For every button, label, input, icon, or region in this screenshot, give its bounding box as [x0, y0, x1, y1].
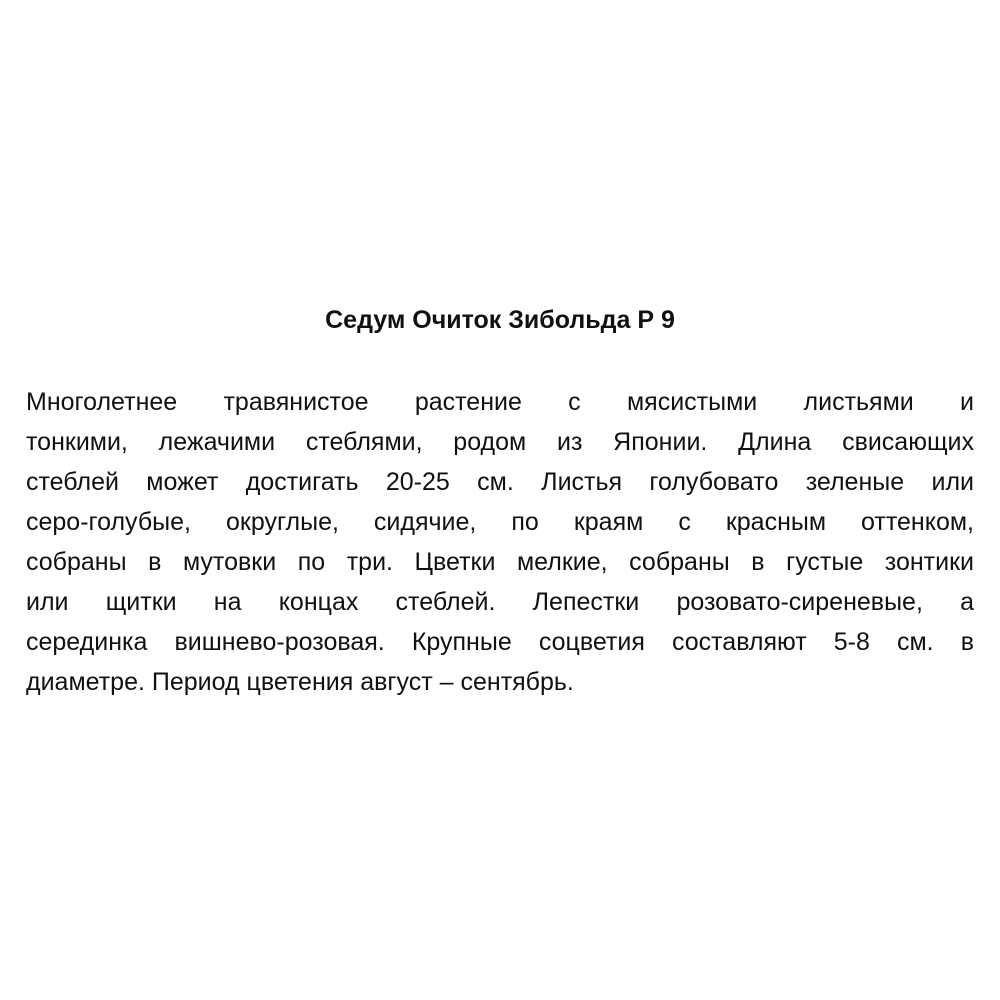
paragraph-line: Многолетнее травянистое растение с мясистыми листьями и [26, 388, 974, 416]
paragraph-line: или щитки на концах стеблей. Лепестки розовато-сиреневые, а [26, 588, 974, 616]
description-paragraph [26, 382, 974, 702]
paragraph-line: тонкими, лежачими стеблями, родом из Японии. Длина свисающих [26, 428, 974, 456]
paragraph-line: собраны в мутовки по три. Цветки мелкие, собраны в густые зонтики [26, 548, 974, 576]
document-title: Седум Очиток Зибольда Р 9 [325, 306, 675, 334]
paragraph-line: серо-голубые, округлые, сидячие, по краям с красным оттенком, [26, 508, 974, 536]
paragraph-line: диаметре. Период цветения август – сентябрь. [26, 668, 574, 696]
paragraph-line: серединка вишнево-розовая. Крупные соцветия составляют 5-8 см. в [26, 628, 974, 656]
paragraph-line: стеблей может достигать 20-25 см. Листья голубовато зеленые или [26, 468, 974, 496]
